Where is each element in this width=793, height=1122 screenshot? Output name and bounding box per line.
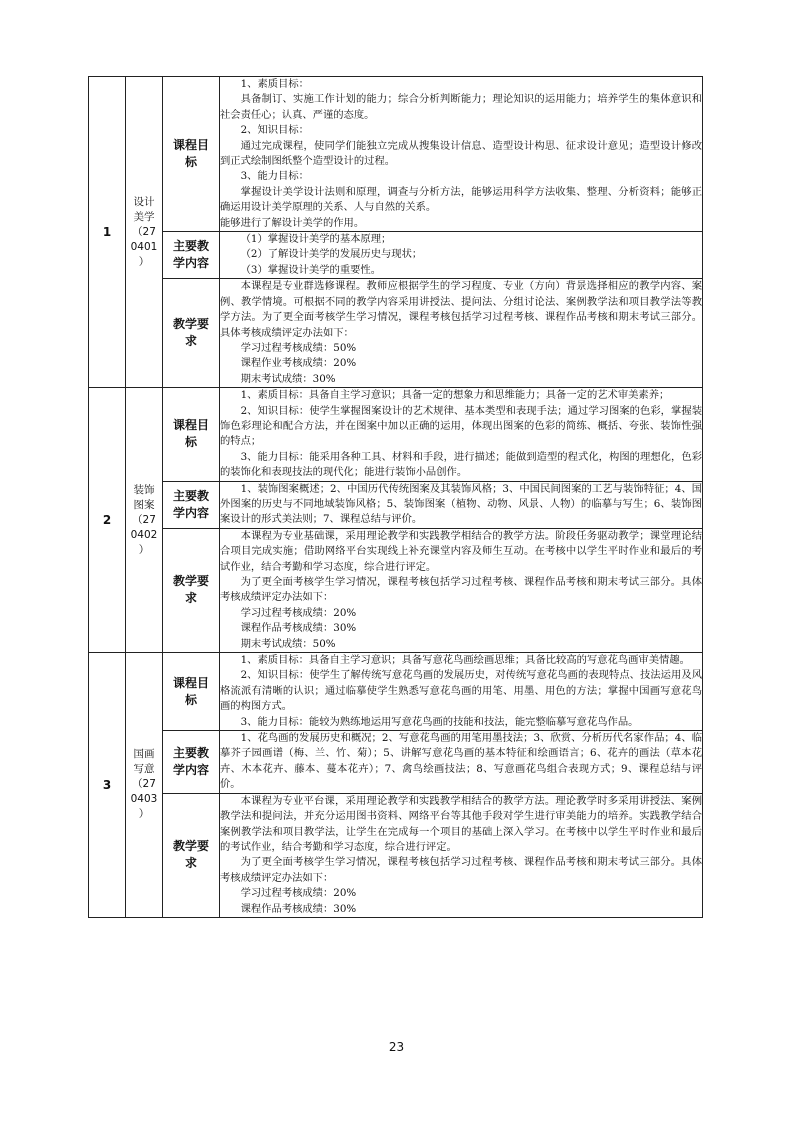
content-paragraph: 具备制订、实施工作计划的能力；综合分析判断能力；理论知识的运用能力；培养学生的集体意识和社会责任心；认真、严谨的态度。	[220, 93, 702, 121]
content-paragraph: 课程作业考核成绩：20%	[240, 357, 357, 370]
course-section-row	[89, 653, 703, 731]
section-label	[163, 653, 220, 731]
content-paragraph: 3、能力目标：能较为熟练地运用写意花鸟画的技能和技法，能完整临摹写意花鸟作品。	[240, 715, 639, 728]
content-paragraph: 学习过程考核成绩：20%	[240, 887, 357, 900]
section-label	[163, 388, 220, 481]
section-label-line: 求	[184, 334, 197, 349]
content-paragraph: 学习过程考核成绩：50%	[240, 341, 357, 354]
section-label	[163, 481, 220, 528]
course-name-line: 美学	[133, 210, 155, 223]
course-name-line: 装饰	[133, 483, 155, 496]
content-paragraph: 能够进行了解设计美学的作用。	[220, 216, 365, 229]
course-number: 2	[89, 388, 126, 653]
content-paragraph: 学习过程考核成绩：20%	[240, 606, 357, 619]
course-name-line: ）	[138, 543, 150, 556]
section-label	[163, 279, 220, 388]
content-paragraph: 掌握设计美学设计法则和原理，调查与分析方法，能够运用科学方法收集、整理、分析资料；能够正确运用设计美学原理的关系、人与自然的关系。	[220, 185, 702, 214]
content-paragraph: 1、素质目标：	[240, 78, 309, 90]
course-section-row	[89, 388, 703, 481]
content-paragraph: 为了更全面考核学生学习情况，课程考核包括学习过程考核、课程作品考核和期末考试三部分。具体考核成绩评定办法如下：	[220, 576, 702, 604]
section-label	[163, 232, 220, 279]
content-paragraph: 3、能力目标：能采用各种工具、材料和手段，进行描述；能做到造型的程式化，构图的理想化，色彩的装饰化和表现技法的现代化；能进行装饰小品创作。	[220, 450, 702, 479]
section-label	[163, 528, 220, 652]
section-label-line: 课程目	[172, 138, 209, 153]
section-label	[163, 793, 220, 917]
content-paragraph: 课程作品考核成绩：30%	[240, 622, 357, 635]
section-content	[220, 481, 703, 528]
section-content	[220, 77, 703, 232]
content-paragraph: （3）掌握设计美学的重要性。	[240, 263, 382, 276]
content-paragraph: （2）了解设计美学的发展历史与现状；	[240, 248, 423, 261]
course-section-row	[89, 528, 703, 652]
course-section-row	[89, 793, 703, 917]
course-name-line: （27	[132, 778, 156, 791]
course-name-line: 0403	[130, 793, 158, 806]
section-label-line: 主要教	[172, 239, 209, 254]
content-paragraph: 2、知识目标：使学生了解传统写意花鸟画的发展历史，对传统写意花鸟画的表现特点、技法运用及风格流派有清晰的认识；通过临摹使学生熟悉写意花鸟画的用笔、用墨、用色的方法；掌握中国画写意花鸟画的构图方式。	[220, 669, 702, 713]
course-name-line: 设计	[133, 195, 155, 208]
course-name-line: 图案	[133, 498, 155, 511]
section-label-line: 学内容	[172, 762, 209, 777]
course-name	[126, 388, 163, 653]
section-label-line: 主要教	[172, 488, 209, 503]
course-number: 3	[89, 653, 126, 918]
content-paragraph: 2、知识目标：使学生掌握图案设计的艺术规律、基本类型和表现手法；通过学习图案的色彩，掌握装饰色彩理论和配合方法，并在图案中加以正确的运用，体现出图案的色彩的简练、概括、夸张、装饰性强的特点；	[220, 404, 702, 448]
content-paragraph: 1、素质目标：具备自主学习意识；具备一定的想象力和思维能力；具备一定的艺术审美素养；	[240, 389, 670, 402]
section-label-line: 标	[184, 692, 197, 707]
section-label-line: 课程目	[172, 418, 209, 433]
course-section-row	[89, 481, 703, 528]
course-name-line: 写意	[133, 763, 155, 776]
course-name-line: （27	[132, 225, 156, 238]
course-table	[88, 76, 703, 918]
course-name-line: 0402	[130, 528, 158, 541]
course-name-line: 国画	[133, 748, 155, 761]
content-paragraph: 期末考试成绩：30%	[240, 372, 336, 385]
section-content	[220, 653, 703, 731]
section-label-line: 求	[184, 591, 197, 606]
section-label-line: 教学要	[172, 574, 209, 589]
section-label	[163, 731, 220, 794]
section-label-line: 学内容	[172, 256, 209, 271]
section-content	[220, 528, 703, 652]
course-section-row	[89, 731, 703, 794]
course-section-row	[89, 279, 703, 388]
content-paragraph: 本课程为专业平台课，采用理论教学和实践教学相结合的教学方法。理论教学时多采用讲授法、案例教学法和提问法，并充分运用图书资料、网络平台等其他手段对学生进行审美能力的培养。实践教学结合案例教学法和项目教学法，让学生在完成每一个项目的基础上深入学习。在考核中以学生平时作业和最后的考试作业，结合考勤和学习态度，综合进行评定。	[220, 794, 702, 853]
section-label	[163, 77, 220, 232]
content-paragraph: 2、知识目标：	[240, 124, 309, 137]
section-content	[220, 279, 703, 388]
page-number: 23	[388, 1040, 405, 1054]
course-name-line: （27	[132, 513, 156, 526]
content-paragraph: 本课程为专业基础课，采用理论教学和实践教学相结合的教学方法。阶段任务驱动教学；课堂理论结合项目完成实施；借助网络平台实现线上补充课堂内容及师生互动。在考核中以学生平时作业和最后的考试作业，结合考勤和学习态度，综合进行评定。	[220, 529, 702, 573]
section-label-line: 课程目	[172, 675, 209, 690]
course-name-line: ）	[138, 808, 150, 821]
section-label-line: 主要教	[172, 745, 209, 760]
section-label-line: 标	[184, 155, 197, 170]
course-name	[126, 653, 163, 918]
course-number: 1	[89, 77, 126, 388]
course-section-row	[89, 232, 703, 279]
section-content	[220, 731, 703, 794]
section-label-line: 教学要	[172, 839, 209, 854]
content-paragraph: 课程作品考核成绩：30%	[240, 902, 357, 915]
content-paragraph: 通过完成课程，使同学们能独立完成从搜集设计信息、造型设计构思、征求设计意见；造型设计修改到正式绘制图纸整个造型设计的过程。	[220, 139, 702, 168]
content-paragraph: 3、能力目标：	[240, 170, 309, 183]
section-content	[220, 793, 703, 917]
content-paragraph: 期末考试成绩：50%	[240, 637, 336, 650]
section-label-line: 教学要	[172, 317, 209, 332]
content-paragraph: 1、装饰图案概述；2、中国历代传统图案及其装饰风格；3、中国民间图案的工艺与装饰特征；4、国外图案的历史与不同地域装饰风格；5、装饰图案（植物、动物、风景、人物）的临摹与写生；6、装饰图案设计的形式美法则；7、课程总结与评价。	[220, 482, 702, 526]
content-paragraph: 1、花鸟画的发展历史和概况；2、写意花鸟画的用笔用墨技法；3、欣赏、分析历代名家作品；4、临摹芥子园画谱（梅、兰、竹、菊）；5、讲解写意花鸟画的基本特征和绘画语言；6、花卉的画法（草本花卉、木本花卉、藤本、蔓本花卉）；7、禽鸟绘画技法；8、写意画花鸟组合表现方式；9、课程总结与评价。	[220, 732, 702, 791]
content-paragraph: 为了更全面考核学生学习情况，课程考核包括学习过程考核、课程作品考核和期末考试三部分。具体考核成绩评定办法如下：	[220, 856, 702, 884]
section-label-line: 标	[184, 435, 197, 450]
content-paragraph: 1、素质目标：具备自主学习意识；具备写意花鸟画绘画思维；具备比较高的写意花鸟画审美情趣。	[240, 654, 690, 667]
section-label-line: 学内容	[172, 505, 209, 520]
course-name-line: 0401	[130, 240, 158, 253]
section-content	[220, 232, 703, 279]
section-label-line: 求	[184, 856, 197, 871]
course-name	[126, 77, 163, 388]
content-paragraph: 本课程是专业群选修课程。教师应根据学生的学习程度、专业（方向）背景选择相应的教学内容、案例、教学情境。可根据不同的教学内容采用讲授法、提问法、分组讨论法、案例教学法和项目教学法等教学方法。为了更全面考核学生学习情况，课程考核包括学习过程考核、课程作品考核和期末考试三部分。具体考核成绩评定办法如下：	[220, 280, 702, 339]
course-section-row	[89, 77, 703, 232]
section-content	[220, 388, 703, 481]
content-paragraph: （1）掌握设计美学的基本原理；	[240, 233, 392, 246]
course-name-line: ）	[138, 255, 150, 268]
